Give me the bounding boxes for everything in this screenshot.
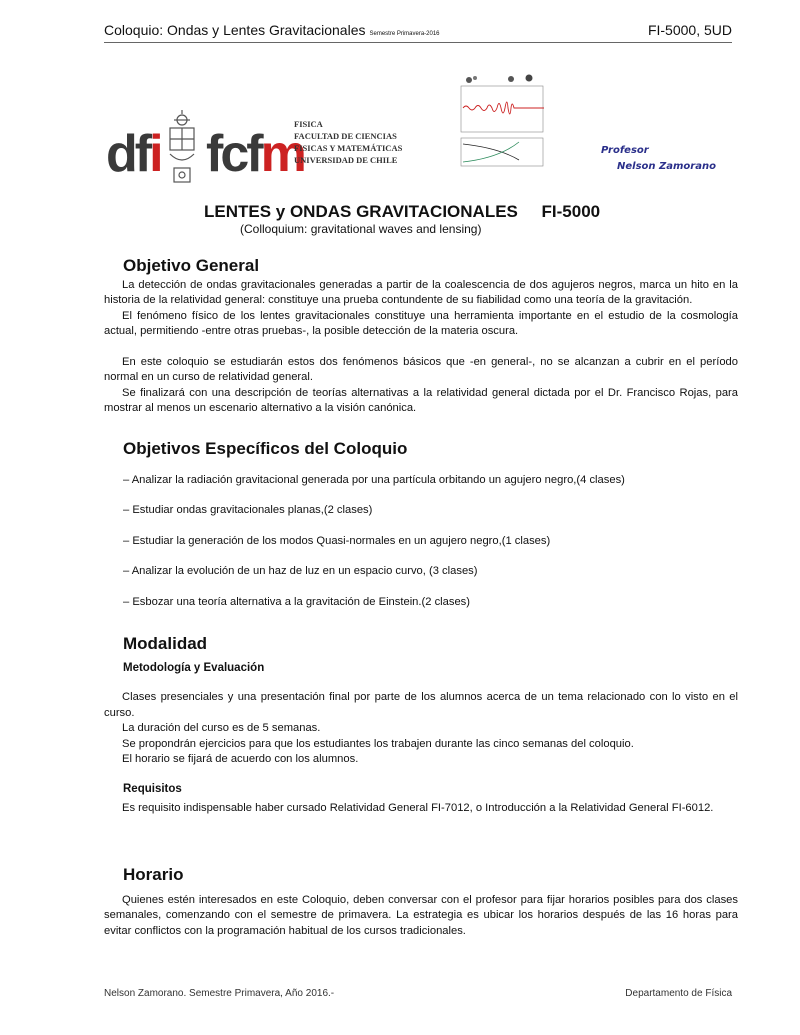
- subheading-requisitos: Requisitos: [123, 782, 182, 795]
- page-footer: [104, 988, 732, 999]
- section-modalidad: [104, 636, 738, 817]
- section-horario: [104, 867, 738, 939]
- paragraph: Es requisito indispensable haber cursado Relatividad General FI-7012, o Introducción a la Relatividad General FI-6012.: [122, 802, 714, 814]
- professor-label: Profesor: [601, 145, 649, 156]
- list-item: – Esbozar una teoría alternativa a la gravitación de Einstein.(2 clases): [123, 595, 471, 608]
- institution-name: FISICA FACULTAD DE CIENCIAS FISICAS Y MATEMÁTICAS UNIVERSIDAD DE CHILE: [294, 119, 403, 165]
- footer-author: Nelson Zamorano. Semestre Primavera, Año 2016.-: [104, 988, 335, 999]
- paragraph: La detección de ondas gravitacionales generadas a partir de la coalescencia de dos agujeros negros, marca un hito en la historia de la relatividad general: constituye una prueba contundente de su fiabilidad como una teoría de la gravitación.: [104, 278, 738, 306]
- paragraph: Quienes estén interesados en este Coloquio, deben conversar con el profesor para fijar horarios posibles para dos clases semanales, comenzando con el semestre de primavera. La estrategia es ubicar los horarios después de las 16 horas para evitar conflictos con la programación habitual de los cursos tradicionales.: [104, 893, 738, 937]
- paragraph: Se finalizará con una descripción de teorías alternativas a la relatividad general dictada por el Dr. Francisco Rojas, para mostrar al menos un escenario alternativo a la visión canónica.: [104, 386, 738, 414]
- list-item: – Estudiar ondas gravitacionales planas,(2 clases): [123, 504, 373, 516]
- paragraph: El fenómeno físico de los lentes gravitacionales constituye una herramienta importante en el estudio de la cosmología actual, permitiendo -entre otras pruebas-, la posible detección de la materia oscura.: [104, 309, 738, 337]
- professor-info: [601, 143, 716, 175]
- section-objetivo-general: [104, 258, 738, 417]
- paragraph: En este coloquio se estudiarán estos dos fenómenos básicos que -en general-, no se alcanzan a cubrir en el período normal en un curso de relatividad general.: [104, 355, 738, 383]
- logo-dfi: dfi: [106, 125, 161, 183]
- footer-department: Departamento de Física: [625, 988, 732, 999]
- heading-horario: Horario: [123, 865, 184, 884]
- paragraph: La duración del curso es de 5 semanas.: [122, 722, 321, 734]
- professor-name: Nelson Zamorano: [617, 161, 716, 172]
- subheading-metodologia: Metodología y Evaluación: [123, 661, 265, 674]
- gravitational-wave-figure: [449, 70, 545, 174]
- paragraph: Clases presenciales y una presentación final por parte de los alumnos acerca de un tema relacionado con lo visto en el curso.: [104, 691, 738, 719]
- heading-modalidad: Modalidad: [123, 634, 208, 653]
- section-objetivos-especificos: [104, 441, 738, 610]
- document-subtitle: (Colloquium: gravitational waves and lensing): [240, 222, 482, 236]
- paragraph: El horario se fijará de acuerdo con los alumnos.: [122, 753, 359, 765]
- paragraph: Se propondrán ejercicios para que los estudiantes los trabajen durante las cinco semanas del coloquio.: [122, 737, 634, 750]
- dfi-fcfm-logo: [106, 108, 406, 188]
- heading-objetivos-especificos: Objetivos Específicos del Coloquio: [123, 439, 408, 458]
- heading-objetivo-general: Objetivo General: [123, 256, 260, 275]
- list-item: – Analizar la evolución de un haz de luz en un espacio curvo, (3 clases): [123, 565, 478, 577]
- logo-fcfm: fcfm: [206, 125, 304, 183]
- page-header: [104, 22, 732, 43]
- list-item: – Estudiar la generación de los modos Quasi-normales en un agujero negro,(1 clases): [123, 534, 551, 547]
- header-title: Coloquio: Ondas y Lentes Gravitacionales Semestre Primavera-2016: [104, 22, 440, 38]
- university-crest-icon: [162, 110, 202, 186]
- header-course-code: FI-5000, 5UD: [647, 22, 732, 38]
- list-item: – Analizar la radiación gravitacional generada por una partícula orbitando un agujero negro,(4 clases): [123, 473, 625, 486]
- document-title: LENTES y ONDAS GRAVITACIONALES FI-5000: [204, 202, 601, 221]
